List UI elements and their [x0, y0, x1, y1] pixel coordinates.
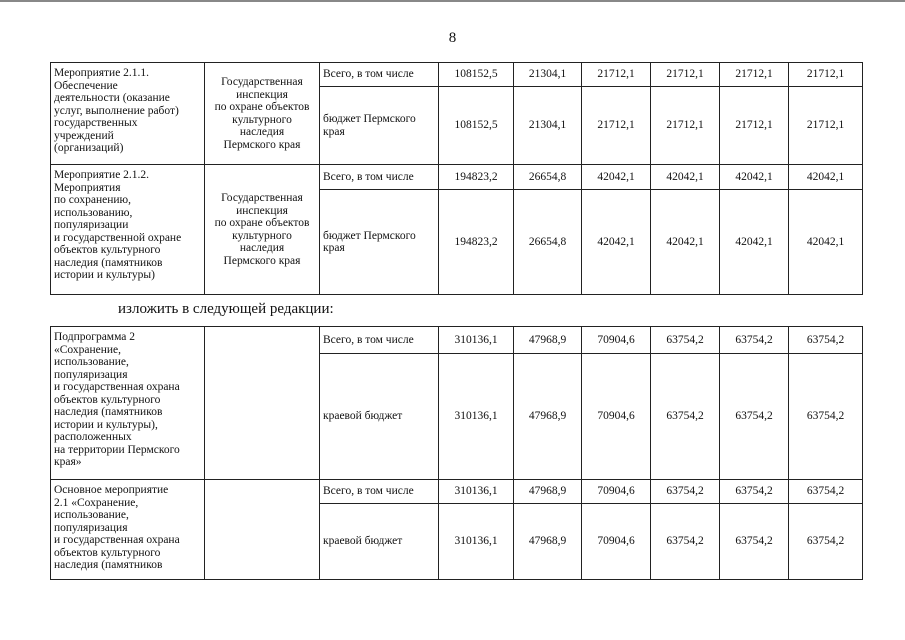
- amount-year: 47968,9: [514, 480, 582, 504]
- amount-year: 63754,2: [789, 480, 863, 504]
- amount-year: 70904,6: [582, 504, 651, 580]
- funding-source-cell: [320, 190, 439, 295]
- amount-year: 63754,2: [789, 504, 863, 580]
- amount-year: 42042,1: [582, 190, 651, 295]
- activity-name-cell: [51, 165, 205, 295]
- amount-year: 42042,1: [789, 190, 863, 295]
- budget-table-new: [50, 326, 863, 580]
- page-number: 8: [448, 30, 457, 46]
- amount-year: 21304,1: [514, 87, 582, 165]
- table-row: [51, 63, 863, 87]
- amount-year: 42042,1: [582, 165, 651, 190]
- amount-total: 194823,2: [439, 190, 514, 295]
- amount-total: 310136,1: [439, 504, 514, 580]
- activity-name: Мероприятие 2.1.2. Мероприятия по сохранению, использованию, популяризации и государственной охране объектов культурного наследия (памятников истории и культуры): [54, 169, 182, 281]
- amount-year: 21712,1: [651, 63, 720, 87]
- amount-year: 63754,2: [720, 504, 789, 580]
- activity-name: Мероприятие 2.1.1. Обеспечение деятельности (оказание услуг, выполнение работ) государственных учреждений (организаций): [54, 67, 179, 154]
- amount-year: 21712,1: [789, 87, 863, 165]
- amount-total: 108152,5: [439, 63, 514, 87]
- amount-year: 21712,1: [582, 63, 651, 87]
- program-name: Подпрограмма 2 «Сохранение, использование, популяризация и государственная охрана объектов культурного наследия (памятников истории и культуры), расположенных на территории Пермского края»: [54, 331, 180, 468]
- amount-year: 70904,6: [582, 354, 651, 480]
- amount-year: 26654,8: [514, 190, 582, 295]
- amount-year: 47968,9: [514, 327, 582, 354]
- amount-year: 21304,1: [514, 63, 582, 87]
- funding-source-cell: Всего, в том числе: [320, 480, 439, 504]
- program-name-cell: [51, 327, 205, 480]
- funding-source-cell: Всего, в том числе: [320, 165, 439, 190]
- funding-source: бюджет Пермского края: [323, 229, 416, 254]
- funding-source-cell: краевой бюджет: [320, 354, 439, 480]
- amount-year: 63754,2: [651, 354, 720, 480]
- amount-year: 63754,2: [720, 480, 789, 504]
- amount-year: 63754,2: [720, 327, 789, 354]
- funding-source-cell: Всего, в том числе: [320, 63, 439, 87]
- amount-year: 42042,1: [651, 165, 720, 190]
- funding-source: бюджет Пермского края: [323, 113, 416, 138]
- amount-year: 47968,9: [514, 504, 582, 580]
- funding-source-cell: [320, 87, 439, 165]
- amount-year: 21712,1: [582, 87, 651, 165]
- funding-source-cell: краевой бюджет: [320, 504, 439, 580]
- amount-year: 21712,1: [789, 63, 863, 87]
- amount-year: 63754,2: [720, 354, 789, 480]
- executor-name: Государственная инспекция по охране объектов культурного наследия Пермского края: [214, 76, 310, 151]
- amount-year: 63754,2: [789, 327, 863, 354]
- executor-name: Государственная инспекция по охране объектов культурного наследия Пермского края: [214, 192, 310, 267]
- amount-year: 26654,8: [514, 165, 582, 190]
- executor-cell: [205, 63, 320, 165]
- page-top-edge: [0, 0, 905, 2]
- executor-cell: [205, 165, 320, 295]
- table-row: [51, 480, 863, 504]
- table-row: [51, 165, 863, 190]
- activity-name: Основное мероприятие 2.1 «Сохранение, использование, популяризация и государственная охрана объектов культурного наследия (памятников: [54, 484, 180, 571]
- amount-year: 63754,2: [651, 480, 720, 504]
- amount-year: 42042,1: [789, 165, 863, 190]
- amount-year: 21712,1: [720, 87, 789, 165]
- amount-year: 63754,2: [789, 354, 863, 480]
- amount-year: 21712,1: [720, 63, 789, 87]
- amount-year: 70904,6: [582, 480, 651, 504]
- table-row: [51, 327, 863, 354]
- activity-name-cell: [51, 63, 205, 165]
- amount-year: 47968,9: [514, 354, 582, 480]
- amount-year: 21712,1: [651, 87, 720, 165]
- amount-year: 42042,1: [720, 165, 789, 190]
- amount-year: 42042,1: [720, 190, 789, 295]
- amount-total: 194823,2: [439, 165, 514, 190]
- funding-source-cell: Всего, в том числе: [320, 327, 439, 354]
- amount-year: 42042,1: [651, 190, 720, 295]
- activity-name-cell: [51, 480, 205, 580]
- executor-cell: [205, 327, 320, 480]
- amount-total: 310136,1: [439, 480, 514, 504]
- amount-year: 70904,6: [582, 327, 651, 354]
- amount-year: 63754,2: [651, 327, 720, 354]
- amount-year: 63754,2: [651, 504, 720, 580]
- amendment-intro-text: изложить в следующей редакции:: [118, 301, 334, 317]
- executor-cell: [205, 480, 320, 580]
- budget-table-old: [50, 62, 863, 295]
- amount-total: 108152,5: [439, 87, 514, 165]
- amount-total: 310136,1: [439, 327, 514, 354]
- amount-total: 310136,1: [439, 354, 514, 480]
